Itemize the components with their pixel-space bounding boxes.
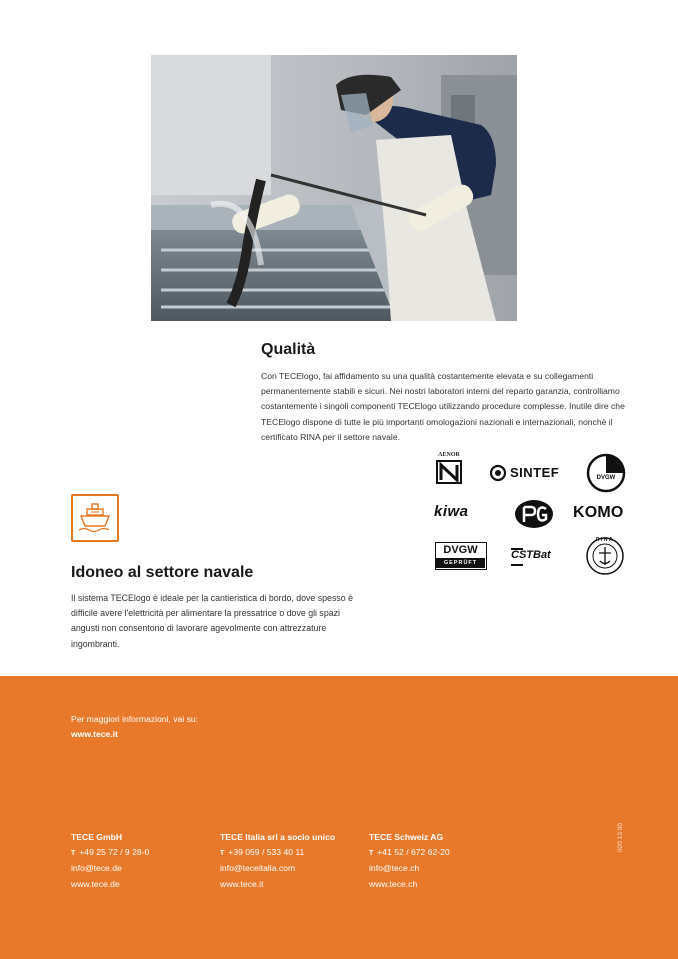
pct-logo [513, 498, 555, 530]
footer [0, 676, 678, 959]
more-info [71, 712, 198, 742]
document-number: 020 13 00 [617, 823, 624, 852]
naval-heading: Idoneo al settore navale [71, 564, 254, 581]
company-email[interactable]: info@tece.ch [369, 863, 420, 874]
phone-icon: T [369, 850, 374, 858]
company-name: TECE Schweiz AG [369, 832, 444, 842]
phone-number: +41 52 / 672 62-20 [377, 847, 450, 858]
company-name: TECE GmbH [71, 832, 123, 842]
dvgw-gepruft-logo: DVGW GEPRÜFT [435, 542, 487, 570]
company-tece-gmbh [71, 830, 149, 892]
aenor-logo: AENOR [433, 452, 465, 490]
company-email[interactable]: info@teceitalia.com [220, 863, 296, 874]
hero-photo [151, 55, 517, 321]
kiwa-logo: kiwa [434, 503, 469, 520]
quality-body: Con TECElogo, fai affidamento su una qualità costantemente elevata e su collegamenti permanentemente stabili e sicuri. Nei nostri laboratori interni del reparto garanzia, controlliamo costantemente i singoli componenti TECElogo utilizzando procedure complesse. Inutile dire che TECElogo dispone di tutte le più importanti omologazioni nazionali e internazionali, nonchè il certificato RINA per il settore navale. [261, 371, 625, 442]
company-phone [71, 845, 149, 861]
company-email[interactable]: info@tece.de [71, 863, 122, 874]
dvgw-logo: DVGW [586, 453, 626, 493]
phone-icon: T [71, 850, 76, 858]
website-link[interactable]: www.tece.it [71, 729, 118, 739]
company-phone [369, 845, 450, 861]
company-web[interactable]: www.tece.it [220, 878, 264, 889]
sintef-logo: SINTEF [489, 462, 567, 484]
company-web[interactable]: www.tece.ch [369, 878, 418, 889]
aenor-n-icon [433, 458, 465, 486]
rina-logo: RINA [585, 536, 625, 576]
phone-number: +39 059 / 533 40 11 [228, 847, 305, 858]
naval-body: Il sistema TECElogo è ideale per la cantieristica di bordo, dove spesso è difficile avere l'elettricità per alimentare la pressatrice o dove gli spazi angusti non consentono di lavorare agevolmente con attrezzature ingombranti. [71, 593, 353, 649]
ship-icon [71, 494, 119, 542]
phone-icon: T [220, 850, 225, 858]
company-tece-italia [220, 830, 335, 892]
more-info-label: Per maggiori informazioni, vai su: [71, 714, 199, 724]
company-name: TECE Italia srl a socio unico [220, 832, 336, 842]
komo-logo: KOMO [573, 504, 624, 521]
company-web[interactable]: www.tece.de [71, 878, 120, 889]
company-tece-schweiz [369, 830, 450, 892]
phone-number: +49 25 72 / 9 28-0 [79, 847, 150, 858]
cstbat-logo: CSTBat [511, 549, 551, 561]
quality-heading: Qualità [261, 341, 316, 358]
company-phone [220, 845, 335, 861]
